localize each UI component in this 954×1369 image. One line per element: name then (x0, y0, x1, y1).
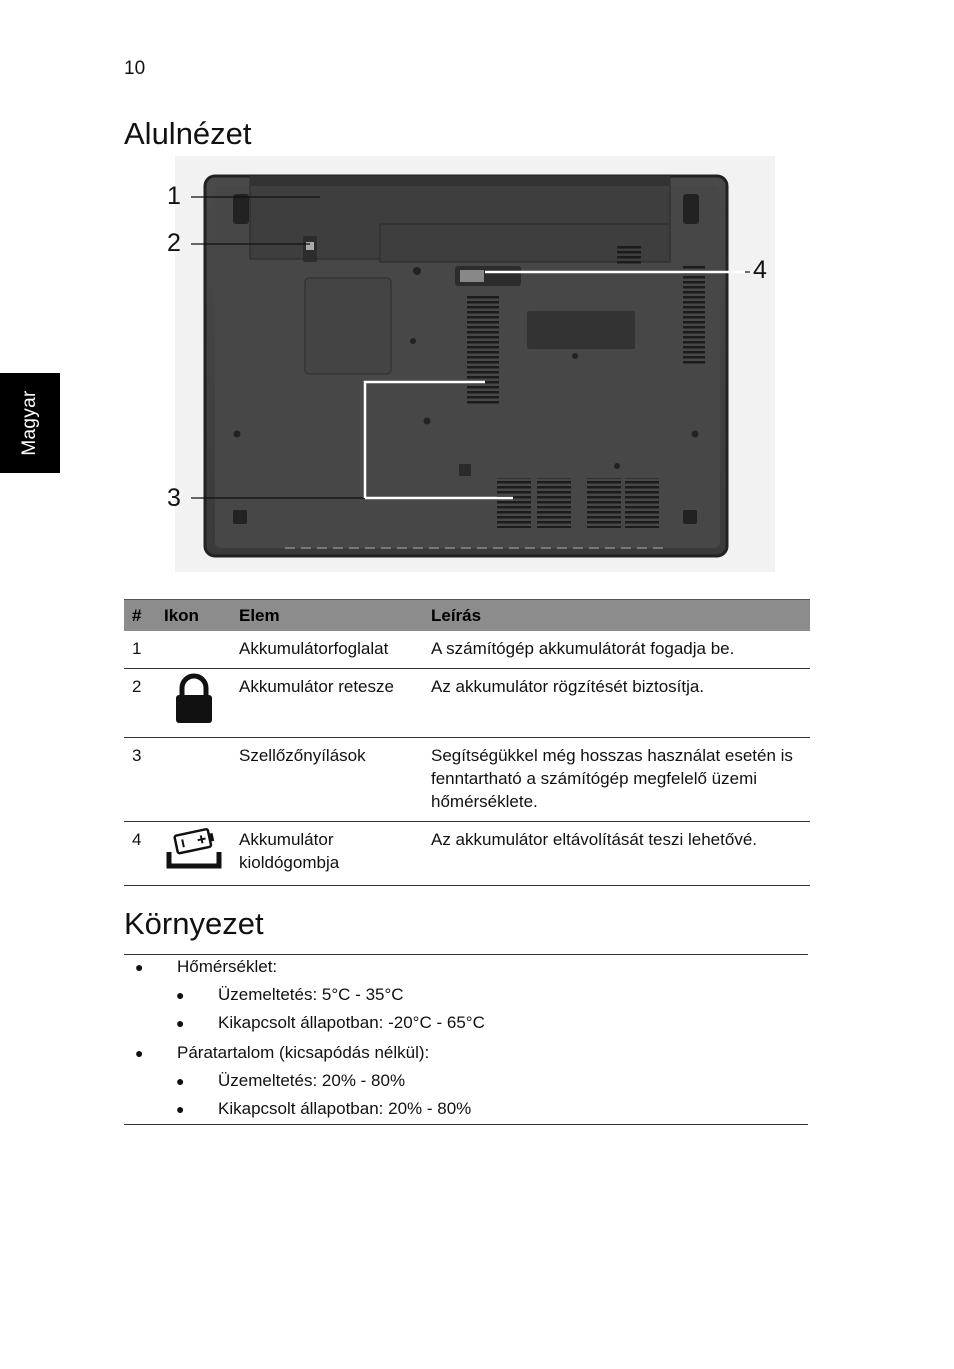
bullet-icon: ● (176, 987, 185, 1003)
row-icon-empty (156, 631, 231, 669)
table-header-item: Elem (231, 600, 423, 632)
row-number: 3 (124, 738, 156, 822)
row-number: 2 (124, 669, 156, 738)
table-row (124, 738, 810, 822)
bullet-icon: ● (176, 1015, 185, 1031)
laptop-bottom-illustration (155, 156, 775, 572)
list-item (124, 955, 808, 983)
table-row (124, 631, 810, 669)
table-row (124, 822, 810, 886)
language-side-tab (0, 373, 60, 473)
list-subitem (124, 983, 808, 1011)
divider (124, 1124, 808, 1125)
row-description: Az akkumulátor rögzítését biztosítja. (423, 669, 810, 738)
row-description: Az akkumulátor eltávolítását teszi lehetővé. (423, 822, 810, 886)
callout-4: 4 (753, 256, 767, 284)
list-subitem-label: Kikapcsolt állapotban: 20% - 80% (218, 1099, 472, 1118)
section-title-environment: Környezet (124, 906, 264, 941)
row-icon (156, 669, 231, 738)
table-header-number: # (124, 600, 156, 632)
row-item: Szellőzőnyílások (231, 738, 423, 822)
environment-list (124, 955, 808, 1125)
list-subitem-label: Kikapcsolt állapotban: -20°C - 65°C (218, 1013, 485, 1032)
battery-release-icon (166, 826, 222, 870)
list-subitem (124, 1069, 808, 1097)
row-number: 4 (124, 822, 156, 886)
table-row (124, 669, 810, 738)
row-number: 1 (124, 631, 156, 669)
list-item-label: Hőmérséklet: (177, 957, 278, 976)
bottom-view-parts-table (124, 599, 810, 886)
page-number: 10 (124, 58, 146, 79)
row-item: Akkumulátorfoglalat (231, 631, 423, 669)
lock-icon (174, 673, 214, 723)
section-title-bottom-view: Alulnézet (124, 116, 252, 151)
callout-3: 3 (167, 484, 181, 512)
bullet-icon: ● (135, 1045, 144, 1061)
list-subitem (124, 1011, 808, 1039)
row-item: Akkumulátor kioldógombja (231, 822, 423, 886)
row-description: A számítógép akkumulátorát fogadja be. (423, 631, 810, 669)
list-item-label: Páratartalom (kicsapódás nélkül): (177, 1043, 430, 1062)
table-header-icon: Ikon (156, 600, 231, 632)
bullet-icon: ● (176, 1073, 185, 1089)
list-subitem-label: Üzemeltetés: 5°C - 35°C (218, 985, 404, 1004)
row-icon (156, 822, 231, 886)
list-subitem-label: Üzemeltetés: 20% - 80% (218, 1071, 406, 1090)
row-item: Akkumulátor retesze (231, 669, 423, 738)
bullet-icon: ● (176, 1101, 185, 1117)
bullet-icon: ● (135, 959, 144, 975)
row-description: Segítségükkel még hosszas használat esetén is fenntartható a számítógép megfelelő üzemi hőmérséklete. (423, 738, 810, 822)
table-header-row (124, 600, 810, 632)
language-side-tab-label: Magyar (19, 390, 40, 456)
row-icon-empty (156, 738, 231, 822)
list-subitem (124, 1097, 808, 1125)
callout-2: 2 (167, 229, 181, 257)
laptop-bottom-figure (155, 156, 775, 572)
callout-1: 1 (167, 182, 181, 210)
list-item (124, 1041, 808, 1069)
table-header-description: Leírás (423, 600, 810, 632)
